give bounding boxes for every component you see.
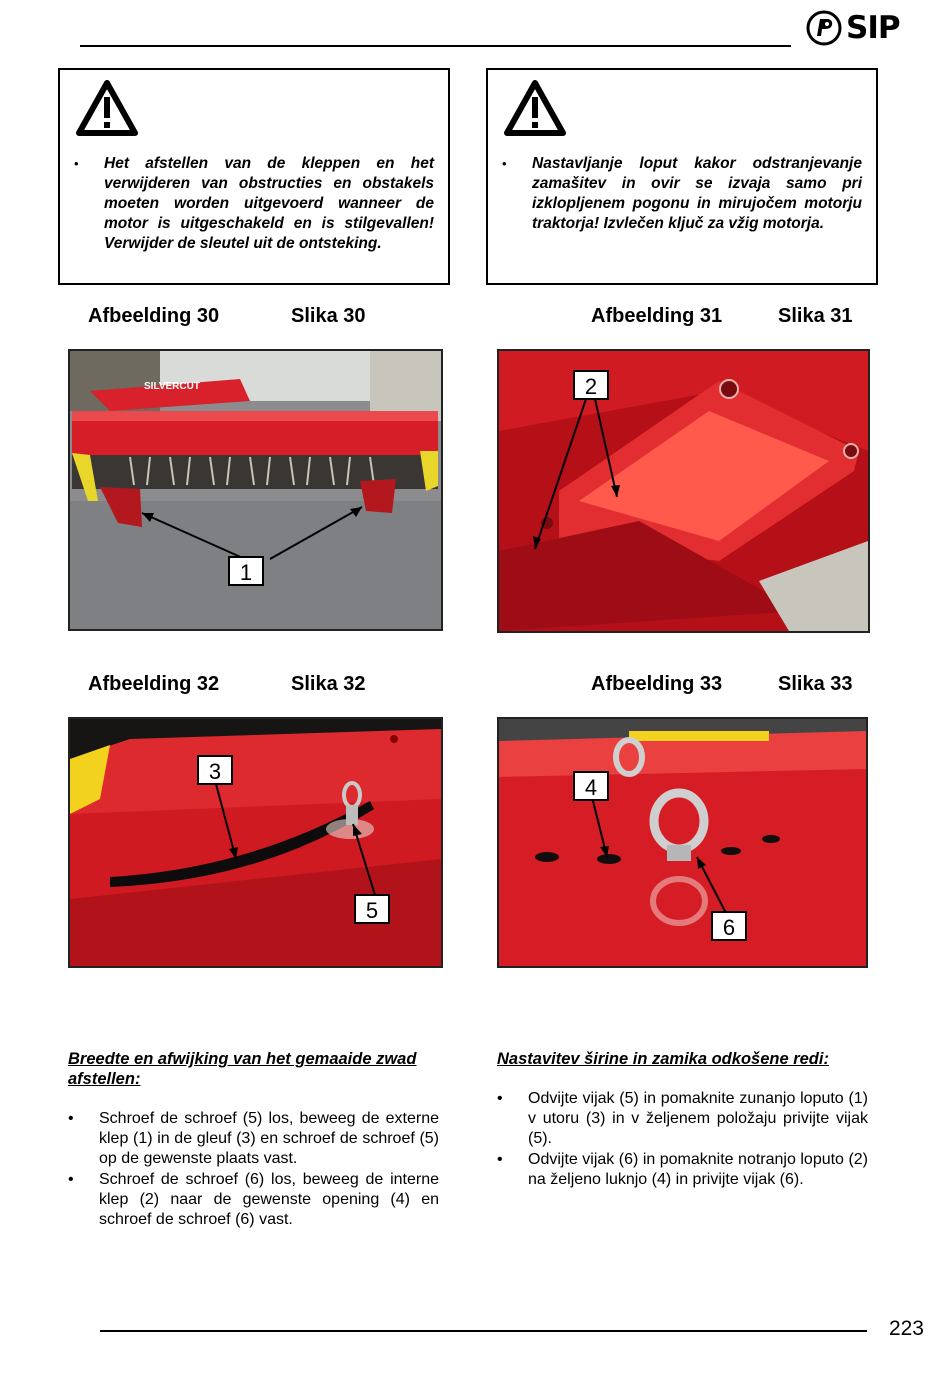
footer-rule (100, 1330, 867, 1332)
list-item: • Schroef de schroef (5) los, beweeg de externe klep (1) in de gleuf (3) en schroef de schroef (5) op de gewenste plaats vast. (68, 1109, 439, 1169)
figure-caption-nl: Afbeelding 31 (591, 305, 723, 327)
photo-figure-32 (68, 717, 443, 968)
instruction-list-sl (497, 1089, 868, 1191)
warning-text-nl: Het afstellen van de kleppen en het verwijderen van obstructies en obstakels moeten worden uitgevoerd wanneer de motor is uitgeschakeld en is stilgevallen! Verwijder de sleutel uit de ontsteking. (104, 155, 434, 252)
bullet: • (502, 156, 507, 171)
photo-figure-31 (497, 349, 870, 633)
warning-triangle-icon (76, 80, 138, 136)
header-rule (80, 45, 791, 47)
logo-text: SIP (846, 10, 900, 46)
warning-box-sl (486, 68, 878, 285)
page-number: 223 (888, 1317, 924, 1340)
callout-label: 2 (573, 370, 609, 400)
figure-caption-sl: Slika 33 (778, 673, 853, 695)
photo-figure-33 (497, 717, 868, 968)
warning-triangle-icon (504, 80, 566, 136)
photo-figure-30 (68, 349, 443, 631)
figure-caption-sl: Slika 30 (291, 305, 366, 327)
sip-emblem-icon (806, 10, 842, 46)
figure-caption-sl: Slika 32 (291, 673, 366, 695)
bullet: • (74, 156, 79, 171)
callout-label: 6 (711, 911, 747, 941)
callout-label: 5 (354, 894, 390, 924)
figure-caption-nl: Afbeelding 30 (88, 305, 220, 327)
figure-caption-nl: Afbeelding 33 (591, 673, 723, 695)
figure-caption-sl: Slika 31 (778, 305, 853, 327)
list-item: • Odvijte vijak (6) in pomaknite notranjo loputo (2) na želјeno luknjo (4) in privijte vijak (6). (497, 1150, 868, 1190)
section-title-sl: Nastavitev širine in zamika odkošene redi: (497, 1050, 829, 1068)
callout-label: 3 (197, 755, 233, 785)
list-item: • Schroef de schroef (6) los, beweeg de interne klep (2) naar de gewenste opening (4) en schroef de schroef (6) vast. (68, 1170, 439, 1230)
figure-caption-nl: Afbeelding 32 (88, 673, 220, 695)
warning-text-sl: Nastavljanje loput kakor odstranjevanje zamašitev in ovir se izvaja samo pri izklopljenem pogonu in mirujočem motorju traktorja! Izvlečen ključ za vžig motorja. (532, 155, 862, 232)
instruction-list-nl (68, 1109, 439, 1231)
callout-label: 1 (228, 556, 264, 586)
list-item: • Odvijte vijak (5) in pomaknite zunanjo loputo (1) v utoru (3) in v želјenem položaju privijte vijak (5). (497, 1089, 868, 1149)
callout-label: 4 (573, 771, 609, 801)
sip-logo (806, 8, 910, 48)
section-title-nl: Breedte en afwijking van het gemaaide zwad afstellen: (68, 1050, 417, 1088)
brand-decal: SILVERCUT (144, 381, 200, 392)
warning-box-nl (58, 68, 450, 285)
